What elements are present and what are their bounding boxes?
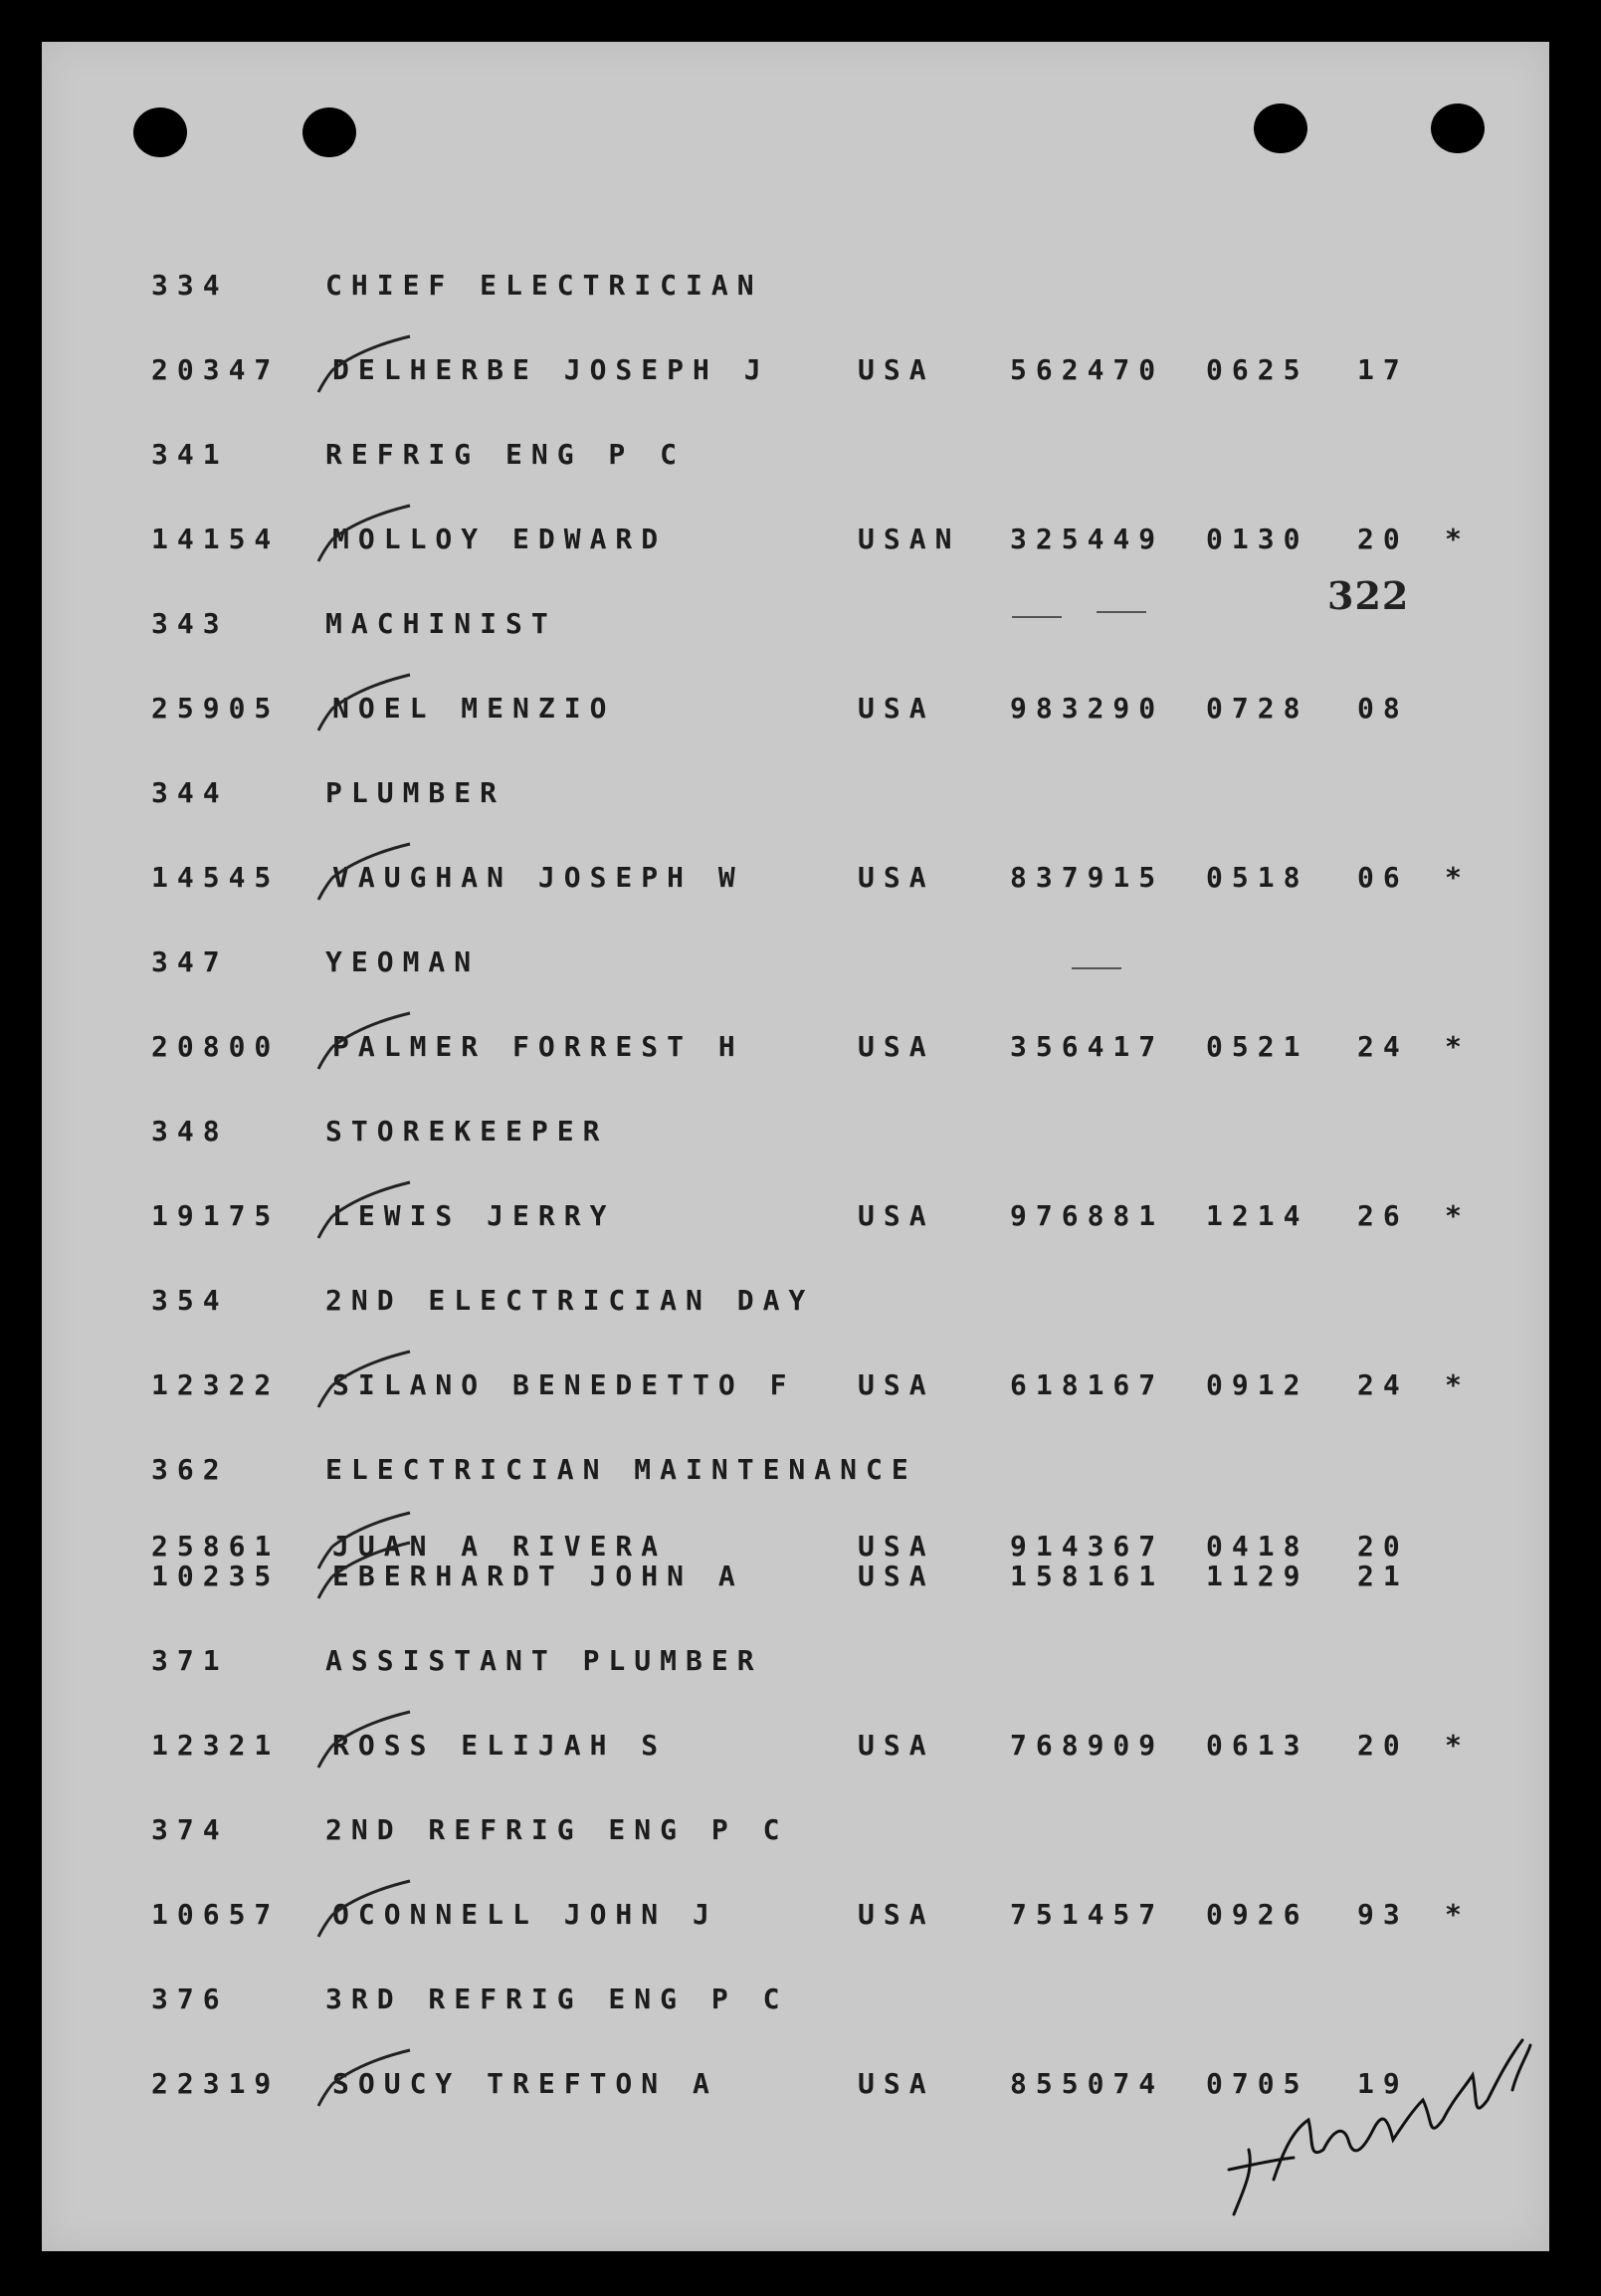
nationality: USA <box>858 2067 935 2100</box>
star-mark: * <box>1445 1729 1462 1762</box>
group-title: MACHINIST <box>325 607 557 640</box>
group-heading <box>42 1284 1549 1324</box>
group-heading <box>42 1115 1549 1154</box>
group-code: 376 <box>151 1983 229 2015</box>
employee-id: 22319 <box>151 2067 281 2100</box>
record-number: 356417 <box>1010 1030 1165 1063</box>
nationality: USA <box>858 861 935 894</box>
employee-id: 20347 <box>151 353 281 386</box>
group-code: 347 <box>151 945 229 978</box>
list-item <box>42 1368 1549 1408</box>
document-page <box>42 42 1549 2251</box>
record-value: 20 <box>1357 1530 1409 1563</box>
list-item <box>42 1199 1549 1239</box>
nationality: USA <box>858 353 935 386</box>
group-code: 362 <box>151 1453 229 1486</box>
record-value: 24 <box>1357 1368 1409 1401</box>
punch-hole-left <box>133 107 187 157</box>
group-title: PLUMBER <box>325 776 506 809</box>
employee-id: 10235 <box>151 1560 281 1592</box>
group-heading <box>42 1453 1549 1493</box>
record-number: 914367 <box>1010 1530 1165 1563</box>
record-number: 855074 <box>1010 2067 1165 2100</box>
record-number: 562470 <box>1010 353 1165 386</box>
group-heading <box>42 438 1549 478</box>
record-date: 0418 <box>1206 1530 1309 1563</box>
group-code: 344 <box>151 776 229 809</box>
group-code: 343 <box>151 607 229 640</box>
employee-name: LEWIS JERRY <box>332 1199 616 1232</box>
record-date: 0130 <box>1206 522 1309 555</box>
employee-id: 10657 <box>151 1898 281 1931</box>
record-date: 0521 <box>1206 1030 1309 1063</box>
record-date: 0705 <box>1206 2067 1309 2100</box>
employee-id: 25905 <box>151 692 281 725</box>
group-title: REFRIG ENG P C <box>325 438 687 471</box>
list-item <box>42 1898 1549 1938</box>
employee-name: SOUCY TREFTON A <box>332 2067 718 2100</box>
nationality: USA <box>858 1368 935 1401</box>
page-number: 322 <box>1327 573 1410 618</box>
employee-id: 14545 <box>151 861 281 894</box>
record-value: 08 <box>1357 692 1409 725</box>
group-code: 348 <box>151 1115 229 1148</box>
group-code: 341 <box>151 438 229 471</box>
nationality: USA <box>858 1030 935 1063</box>
group-heading <box>42 1644 1549 1684</box>
record-value: 24 <box>1357 1030 1409 1063</box>
employee-name: SILANO BENEDETTO F <box>332 1368 796 1401</box>
employee-name: OCONNELL JOHN J <box>332 1898 718 1931</box>
group-code: 334 <box>151 269 229 302</box>
employee-name: ROSS ELIJAH S <box>332 1729 668 1762</box>
group-heading <box>42 269 1549 309</box>
employee-id: 12321 <box>151 1729 281 1762</box>
employee-id: 12322 <box>151 1368 281 1401</box>
record-number: 325449 <box>1010 522 1165 555</box>
employee-name: EBERHARDT JOHN A <box>332 1560 744 1592</box>
list-item <box>42 861 1549 901</box>
record-value: 20 <box>1357 1729 1409 1762</box>
group-title: ELECTRICIAN MAINTENANCE <box>325 1453 917 1486</box>
nationality: USA <box>858 1199 935 1232</box>
group-heading <box>42 1813 1549 1853</box>
star-mark: * <box>1445 1199 1462 1232</box>
record-number: 983290 <box>1010 692 1165 725</box>
star-mark: * <box>1445 1368 1462 1401</box>
record-value: 17 <box>1357 353 1409 386</box>
record-value: 21 <box>1357 1560 1409 1592</box>
employee-name: VAUGHAN JOSEPH W <box>332 861 744 894</box>
record-number: 618167 <box>1010 1368 1165 1401</box>
record-date: 0912 <box>1206 1368 1309 1401</box>
employee-name: JUAN A RIVERA <box>332 1530 668 1563</box>
group-code: 354 <box>151 1284 229 1317</box>
punch-hole-far-right <box>1431 104 1485 153</box>
employee-id: 20800 <box>151 1030 281 1063</box>
star-mark: * <box>1445 861 1462 894</box>
record-number: 976881 <box>1010 1199 1165 1232</box>
group-title: 3RD REFRIG ENG P C <box>325 1983 789 2015</box>
group-code: 374 <box>151 1813 229 1846</box>
list-item <box>42 1560 1549 1599</box>
nationality: USAN <box>858 522 961 555</box>
list-item <box>42 522 1549 562</box>
list-item <box>42 692 1549 731</box>
nationality: USA <box>858 692 935 725</box>
group-title: 2ND REFRIG ENG P C <box>325 1813 789 1846</box>
group-code: 371 <box>151 1644 229 1677</box>
nationality: USA <box>858 1560 935 1592</box>
star-mark: * <box>1445 1898 1462 1931</box>
record-number: 158161 <box>1010 1560 1165 1592</box>
employee-name: DELHERBE JOSEPH J <box>332 353 770 386</box>
group-heading <box>42 1983 1549 2022</box>
group-heading <box>42 945 1549 985</box>
list-item <box>42 353 1549 393</box>
record-date: 0625 <box>1206 353 1309 386</box>
group-title: CHIEF ELECTRICIAN <box>325 269 763 302</box>
record-value: 20 <box>1357 522 1409 555</box>
list-item <box>42 1729 1549 1769</box>
group-heading <box>42 776 1549 816</box>
star-mark: * <box>1445 1030 1462 1063</box>
list-item <box>42 1030 1549 1070</box>
record-date: 1214 <box>1206 1199 1309 1232</box>
record-date: 0728 <box>1206 692 1309 725</box>
group-title: STOREKEEPER <box>325 1115 609 1148</box>
record-value: 06 <box>1357 861 1409 894</box>
record-value: 26 <box>1357 1199 1409 1232</box>
nationality: USA <box>858 1729 935 1762</box>
record-date: 0518 <box>1206 861 1309 894</box>
star-mark: * <box>1445 522 1462 555</box>
employee-name: NOEL MENZIO <box>332 692 616 725</box>
record-value: 19 <box>1357 2067 1409 2100</box>
group-title: 2ND ELECTRICIAN DAY <box>325 1284 815 1317</box>
employee-id: 19175 <box>151 1199 281 1232</box>
record-number: 768909 <box>1010 1729 1165 1762</box>
punch-hole-center-left <box>302 107 356 157</box>
record-number: 837915 <box>1010 861 1165 894</box>
employee-name: MOLLOY EDWARD <box>332 522 668 555</box>
record-value: 93 <box>1357 1898 1409 1931</box>
employee-id: 25861 <box>151 1530 281 1563</box>
punch-hole-right <box>1254 104 1307 153</box>
group-heading <box>42 607 1549 647</box>
record-number: 751457 <box>1010 1898 1165 1931</box>
record-date: 0613 <box>1206 1729 1309 1762</box>
employee-name: PALMER FORREST H <box>332 1030 744 1063</box>
nationality: USA <box>858 1898 935 1931</box>
group-title: YEOMAN <box>325 945 481 978</box>
group-title: ASSISTANT PLUMBER <box>325 1644 763 1677</box>
record-date: 1129 <box>1206 1560 1309 1592</box>
handwritten-signature <box>1214 2030 1542 2229</box>
employee-id: 14154 <box>151 522 281 555</box>
nationality: USA <box>858 1530 935 1563</box>
record-date: 0926 <box>1206 1898 1309 1931</box>
